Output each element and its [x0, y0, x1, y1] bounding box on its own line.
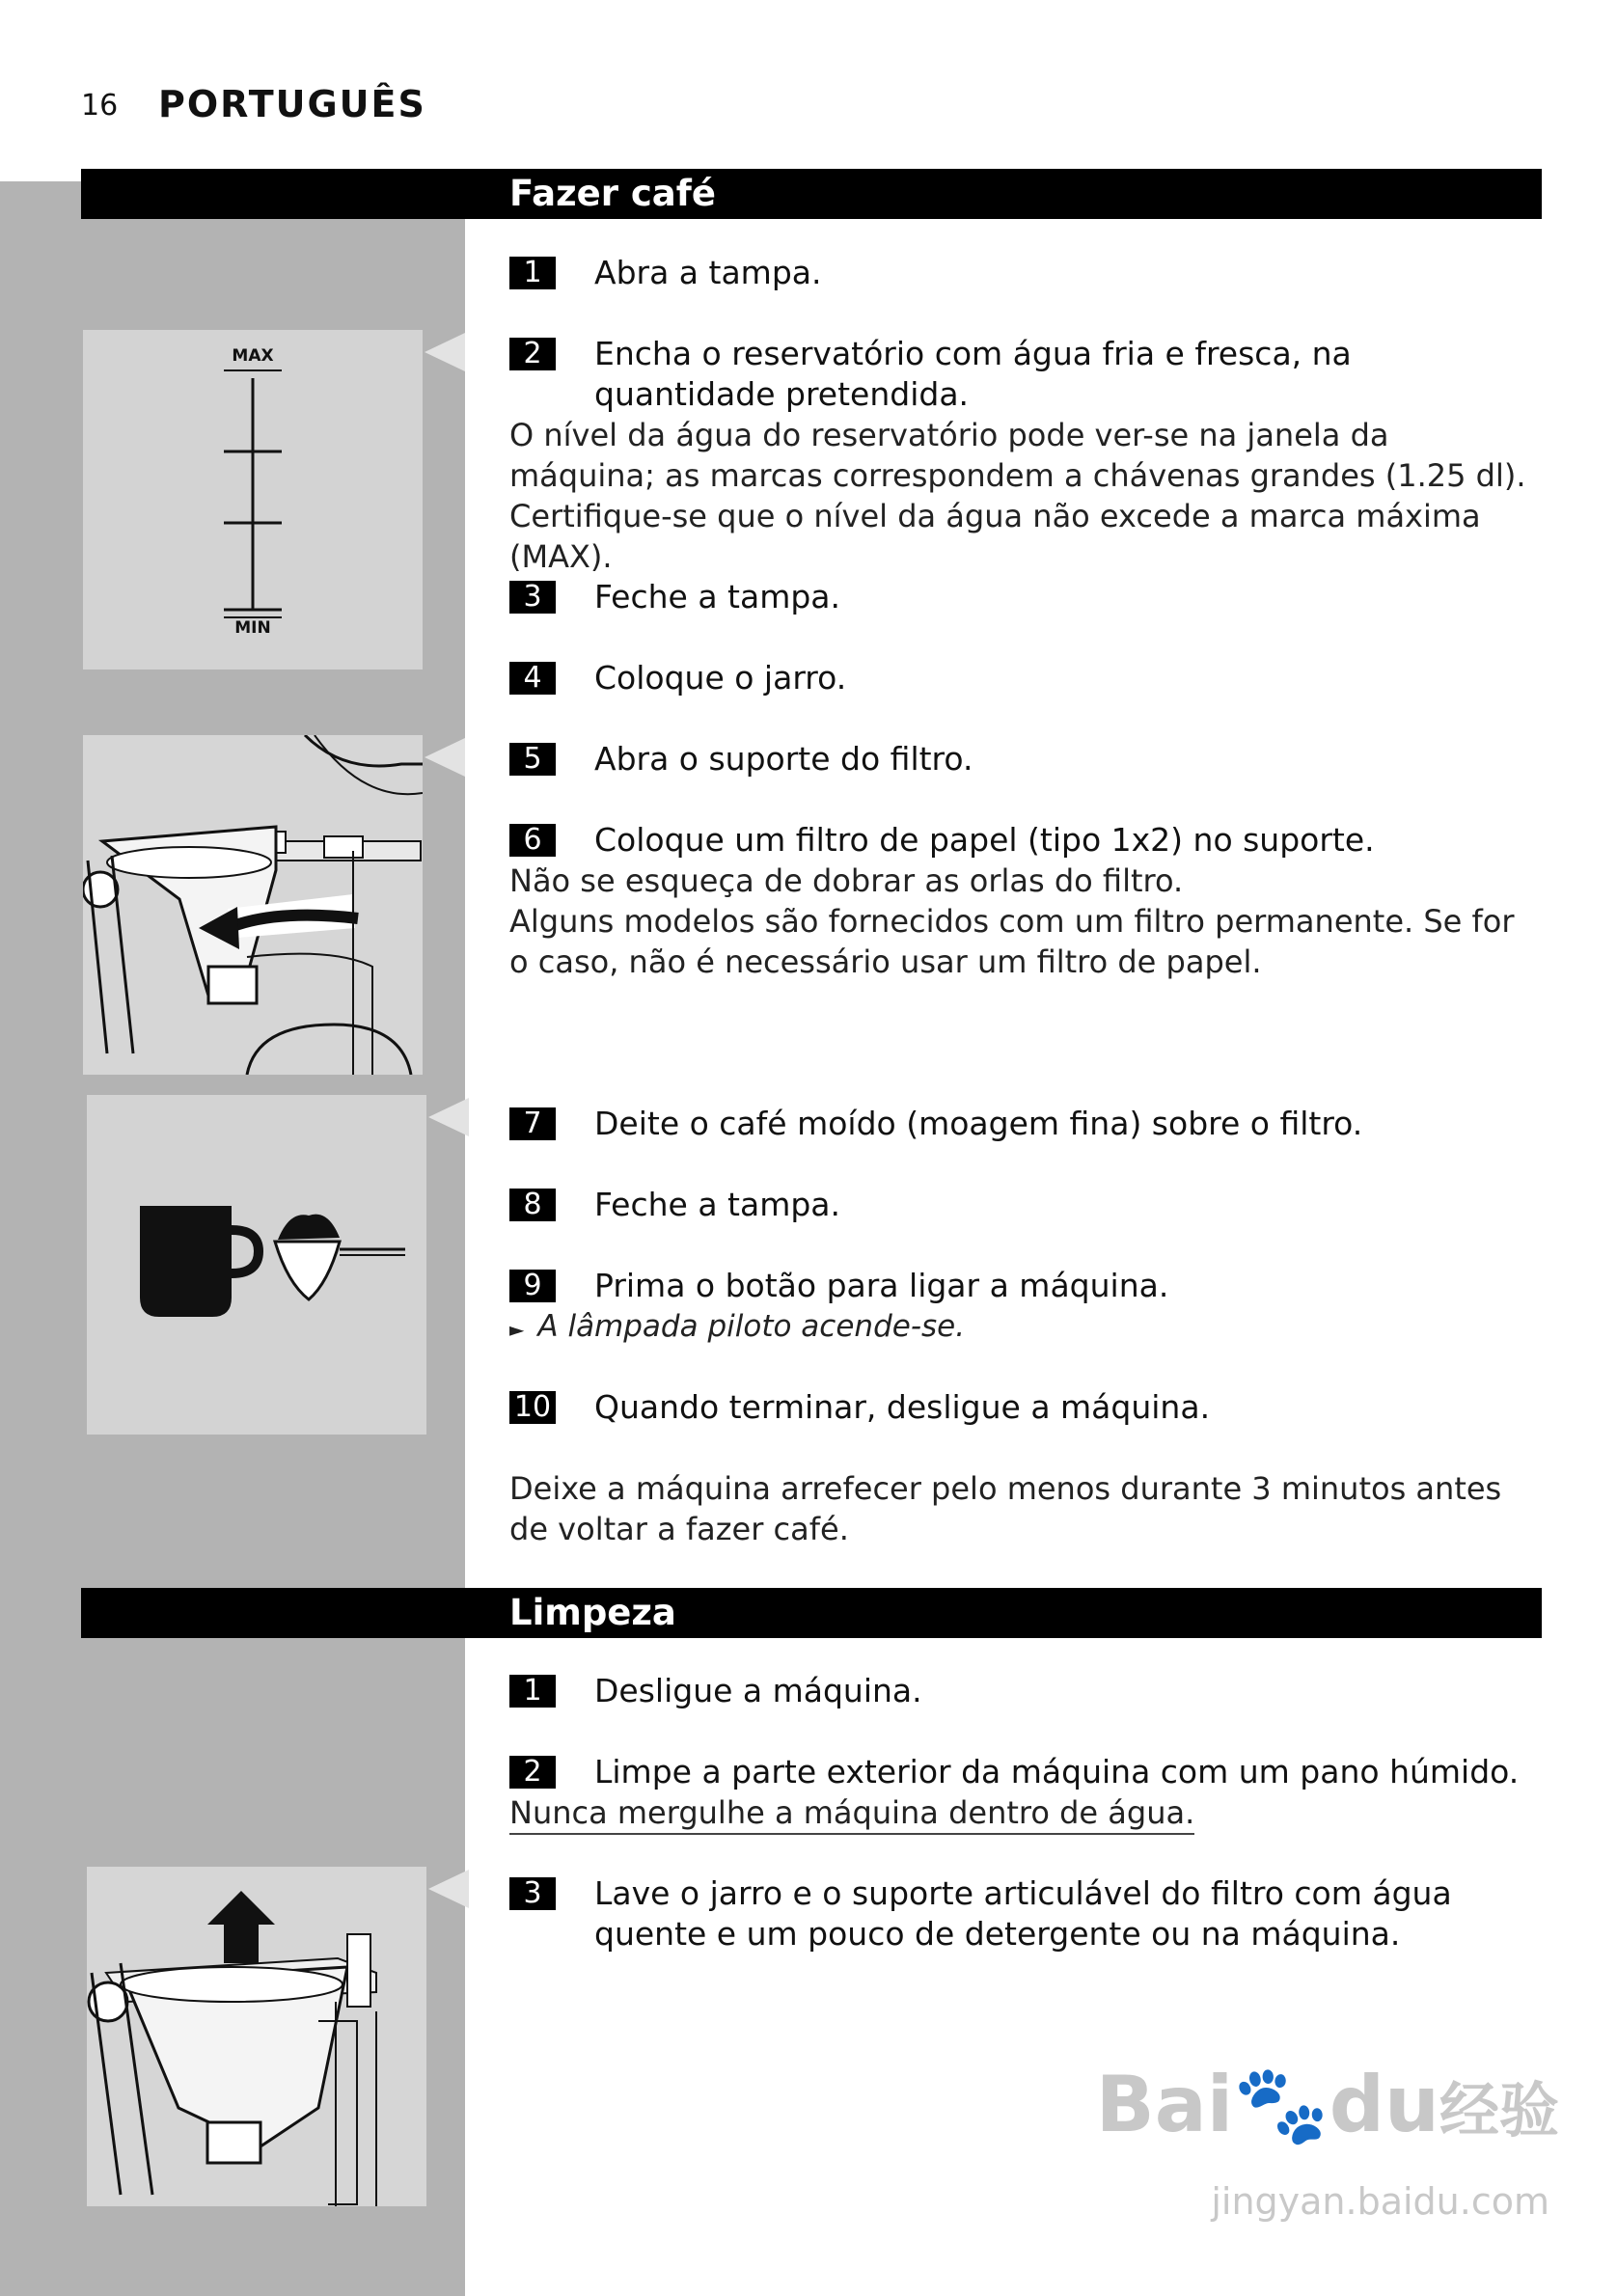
- step-number: 1: [509, 257, 556, 289]
- gauge-max-label: MAX: [232, 346, 274, 366]
- step-6: [509, 820, 1542, 861]
- step-5: [509, 739, 1542, 779]
- step-3: [509, 577, 1542, 617]
- baidu-watermark-logo: Bai🐾du经验: [1095, 2060, 1559, 2149]
- pointer-notch: [428, 1098, 469, 1136]
- pointer-notch: [428, 1870, 469, 1908]
- step-text: Desligue a máquina.: [594, 1672, 922, 1709]
- step-text: Abra a tampa.: [594, 254, 822, 291]
- step-number: 1: [509, 1675, 556, 1708]
- note-cool-down: Deixe a máquina arrefecer pelo menos durante 3 minutos antes de voltar a fazer café.: [509, 1470, 1502, 1547]
- step-text: Abra o suporte do filtro.: [594, 740, 973, 778]
- page-number: 16: [81, 89, 119, 123]
- step-text: Deite o café moído (moagem fina) sobre o filtro.: [594, 1105, 1363, 1142]
- section-title-fazer-cafe: Fazer café: [509, 173, 716, 214]
- step-number: 6: [509, 824, 556, 857]
- step-number: 9: [509, 1270, 556, 1302]
- step-8: [509, 1185, 1542, 1225]
- step-number: 3: [509, 1877, 556, 1910]
- step-text: Encha o reservatório com água fria e fresca, na quantidade pretendida.: [594, 335, 1352, 413]
- step-text: Coloque um filtro de papel (tipo 1x2) no suporte.: [594, 821, 1375, 859]
- step-text: Lave o jarro e o suporte articulável do filtro com água quente e um pouco de detergente ou na máquina.: [594, 1874, 1452, 1953]
- bullet-triangle-icon: ►: [509, 1318, 525, 1341]
- arrow-up-icon: [207, 1891, 275, 1963]
- result-text: A lâmpada piloto acende-se.: [537, 1309, 966, 1344]
- cleaning-step-3: [509, 1873, 1542, 1954]
- cleaning-step-2: [509, 1752, 1542, 1792]
- step-2: [509, 334, 1542, 415]
- step-number: 10: [509, 1391, 556, 1424]
- note-permanent-filter: Alguns modelos são fornecidos com um filtro permanente. Se for o caso, não é necessário usar um filtro de papel.: [509, 903, 1515, 980]
- baidu-watermark-url: jingyan.baidu.com: [1211, 2180, 1549, 2223]
- step-number: 3: [509, 581, 556, 614]
- figure-filter-holder-open: [83, 735, 423, 1075]
- note-fold-filter: Não se esqueça de dobrar as orlas do filtro.: [509, 862, 1184, 899]
- step-number: 4: [509, 662, 556, 695]
- step-4: [509, 658, 1542, 698]
- step-number: 7: [509, 1107, 556, 1140]
- pointer-notch: [425, 333, 465, 371]
- warning-never-immerse: Nunca mergulhe a máquina dentro de água.: [509, 1792, 1194, 1835]
- paw-icon: 🐾: [1233, 2060, 1329, 2149]
- section-bar-limpeza: [81, 1588, 1542, 1638]
- figure-remove-filter-holder: [87, 1867, 426, 2206]
- step-text: Prima o botão para ligar a máquina.: [594, 1267, 1169, 1304]
- step-text: Limpe a parte exterior da máquina com um pano húmido.: [594, 1753, 1520, 1790]
- step-text: Feche a tampa.: [594, 578, 841, 615]
- pointer-notch: [425, 738, 465, 777]
- language-heading: PORTUGUÊS: [158, 83, 426, 125]
- gauge-min-label: MIN: [234, 618, 271, 638]
- step-number: 2: [509, 1756, 556, 1789]
- step-text: Quando terminar, desligue a máquina.: [594, 1388, 1211, 1426]
- result-note-pilot-lamp: [509, 1306, 965, 1350]
- step-text: Feche a tampa.: [594, 1186, 841, 1223]
- note-water-level: O nível da água do reservatório pode ver-se na janela da máquina; as marcas correspondem a chávenas grandes (1.25 dl). Certifique-se que o nível da água não excede a marca máxima (MAX).: [509, 417, 1526, 575]
- step-7: [509, 1104, 1542, 1144]
- section-bar-fazer-cafe: [81, 169, 1542, 219]
- figure-water-gauge: [83, 330, 423, 670]
- cleaning-step-1: [509, 1671, 1542, 1711]
- step-1: [509, 253, 1542, 293]
- section-title-limpeza: Limpeza: [509, 1592, 676, 1633]
- step-10: [509, 1387, 1542, 1428]
- figure-mug-and-scoop: [87, 1095, 426, 1435]
- step-number: 8: [509, 1189, 556, 1221]
- step-number: 5: [509, 743, 556, 776]
- step-number: 2: [509, 338, 556, 370]
- step-text: Coloque o jarro.: [594, 659, 847, 697]
- mug-icon: [140, 1206, 232, 1317]
- step-9: [509, 1266, 1542, 1306]
